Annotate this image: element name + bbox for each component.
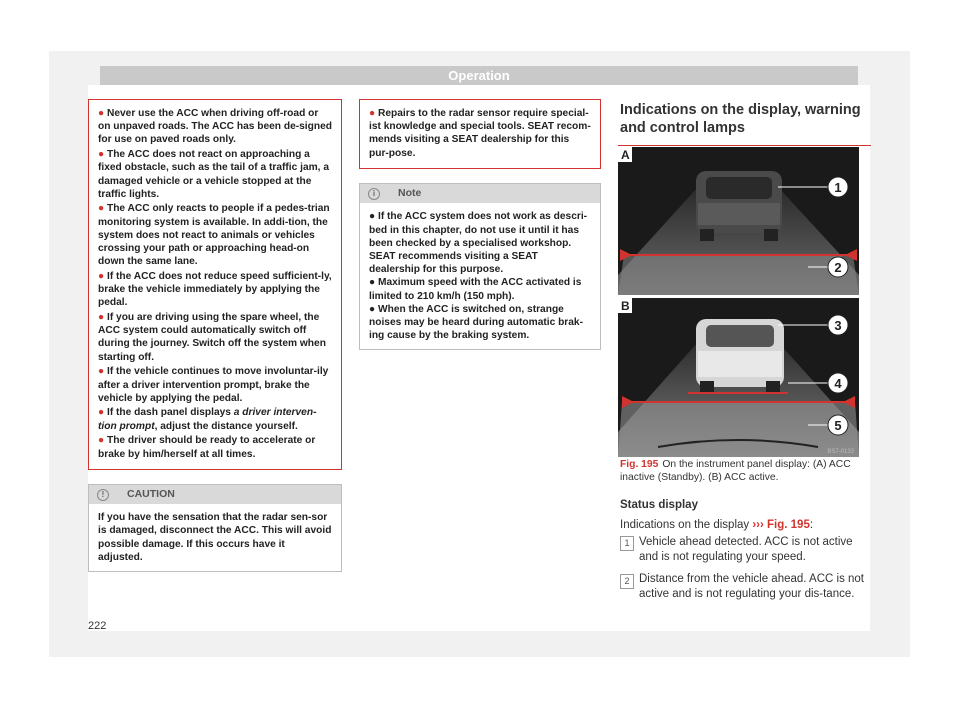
status-title: Status display xyxy=(620,499,698,511)
section-title: Indications on the display, warning and control lamps xyxy=(618,85,871,146)
panel-a-label: A xyxy=(621,148,630,162)
warning-item: ● The ACC only reacts to people if a pedes-trian monitoring system is available. In addi-tion, the system does not react to animals or vehicles crossing your path or approaching head-on down the same lane. xyxy=(98,203,330,268)
note-item: ● If the ACC system does not work as descri-bed in this chapter, do not use it until it has been checked by a specialised workshop. SEAT recommends visiting a SEAT dealership for this purpose. xyxy=(369,211,588,276)
figure-instrument-display xyxy=(618,147,859,483)
warning-box xyxy=(359,99,601,169)
intro-text: Indications on the display ››› Fig. 195: xyxy=(620,519,814,531)
figure-code: BS7-0133 xyxy=(827,449,854,455)
warning-item: ● The ACC does not react on approaching a fixed obstacle, such as the tail of a traffic jam, a damaged vehicle or a vehicle stopped at the traffic lights. xyxy=(98,149,329,200)
warning-item: ● The driver should be ready to accelerate or brake by him/herself at all times. xyxy=(98,435,316,460)
vehicle-ahead-icon xyxy=(696,171,782,241)
instrument-display-illustration xyxy=(618,147,859,457)
note-item: ● When the ACC is switched on, strange noises may be heard during automatic brak-ing cause by the braking system. xyxy=(369,303,583,342)
caution-box xyxy=(88,484,342,572)
note-item: ● Maximum speed with the ACC activated is limited to 210 km/h (150 mph). xyxy=(369,277,582,302)
info-icon: i xyxy=(368,188,380,200)
note-text xyxy=(360,203,600,349)
callout-5: 5 xyxy=(834,418,842,433)
callout-1: 1 xyxy=(834,180,842,195)
status-item: Vehicle ahead detected. ACC is not active and is not regulating your speed. xyxy=(639,536,853,563)
column-left xyxy=(88,99,342,572)
panel-b-label: B xyxy=(621,299,630,313)
caution-icon: ! xyxy=(97,489,109,501)
page-content xyxy=(88,85,870,631)
caution-header: ! CAUTION xyxy=(89,485,341,504)
note-box xyxy=(359,183,601,350)
warning-item: ● If you are driving using the spare wheel, the ACC system could automatically switch off during the journey. Switch off the system when starting off. xyxy=(98,312,326,363)
figure-link[interactable]: ››› Fig. 195 xyxy=(752,519,810,531)
callout-2: 2 xyxy=(834,260,842,275)
warning-item: ● If the ACC does not reduce speed sufficient-ly, brake the vehicle immediately by applying the pedal. xyxy=(98,270,332,309)
column-middle xyxy=(359,99,601,350)
caution-text: If you have the sensation that the radar sen-sor is damaged, disconnect the ACC. This will avoid possible damage. If this occurs have it adjusted. xyxy=(98,512,332,563)
warning-box xyxy=(88,99,342,470)
warning-item: ● If the dash panel displays a driver interven-tion prompt, adjust the distance yourself. xyxy=(98,407,317,432)
vehicle-ahead-icon xyxy=(696,319,784,393)
note-header: i Note xyxy=(360,184,600,203)
figure-caption: Fig. 195 On the instrument panel display: (A) ACC inactive (Standby). (B) ACC active. xyxy=(620,459,851,483)
status-item: Distance from the vehicle ahead. ACC is not active and is not regulating your dis-tance. xyxy=(639,573,865,600)
warning-item: ● If the vehicle continues to move involuntar-ily after a driver intervention prompt, brake the vehicle by applying the pedal. xyxy=(98,366,329,404)
warning-item: ● Repairs to the radar sensor require special-ist knowledge and special tools. SEAT recom-mends visiting a SEAT dealership for this pur-pose. xyxy=(369,108,591,159)
item-number-badge: 1 xyxy=(620,536,634,551)
callout-4: 4 xyxy=(834,376,842,391)
page-number: 222 xyxy=(88,620,107,632)
column-right xyxy=(618,85,871,631)
callout-3: 3 xyxy=(834,318,842,333)
warning-item: ● Never use the ACC when driving off-road or on unpaved roads. The ACC has been de-signed for use on paved roads only. xyxy=(98,108,332,146)
page-header: Operation xyxy=(100,66,858,85)
item-number-badge: 2 xyxy=(620,574,634,589)
